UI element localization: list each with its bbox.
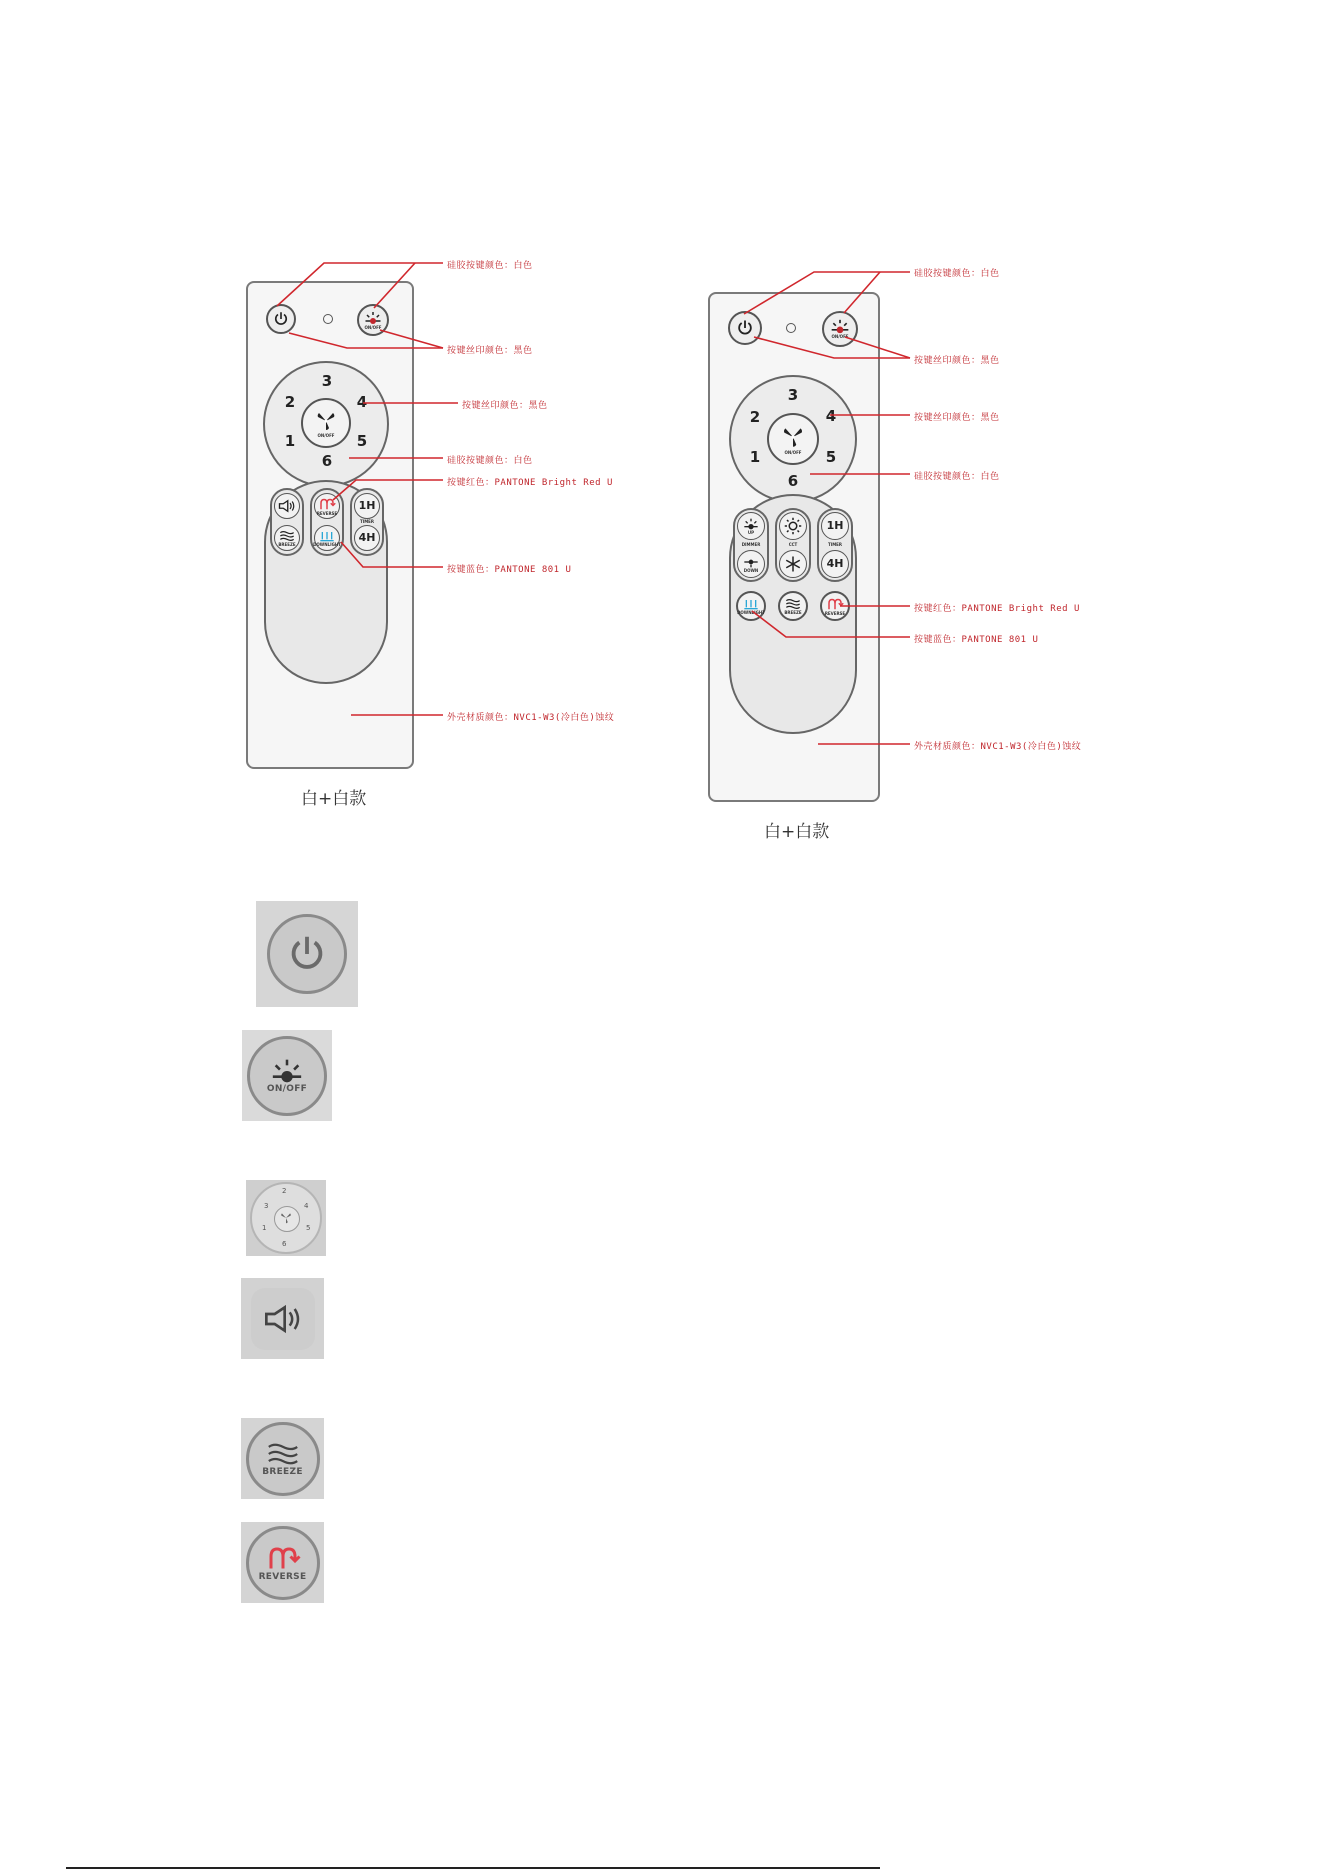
thumb-reverse bbox=[241, 1522, 324, 1603]
right-timer-label: TIMER bbox=[827, 542, 842, 547]
right-reverse-button[interactable] bbox=[820, 591, 850, 621]
right-timer-4h: 4H bbox=[826, 557, 844, 570]
thumb-mute bbox=[241, 1278, 324, 1359]
right-light-button[interactable] bbox=[822, 311, 858, 347]
right-cct-label: CCT bbox=[788, 542, 798, 547]
left-ann-print: 按键丝印颜色：黑色 bbox=[447, 346, 533, 356]
thumb-speed-1: 1 bbox=[262, 1224, 267, 1232]
right-breeze-label: BREEZE bbox=[784, 609, 802, 615]
left-speed-5[interactable]: 5 bbox=[356, 432, 368, 450]
downlight-icon bbox=[743, 598, 759, 610]
thumb-speed-6: 6 bbox=[282, 1240, 287, 1248]
right-dimmer-label: DIMMER bbox=[741, 542, 761, 547]
light-icon bbox=[270, 1058, 304, 1084]
bottom-rule bbox=[66, 1867, 880, 1869]
thumb-speed-5: 5 bbox=[306, 1224, 311, 1232]
right-speed-5[interactable]: 5 bbox=[825, 448, 837, 466]
right-timer-1h: 1H bbox=[826, 519, 844, 532]
thumb-speed-3: 3 bbox=[264, 1202, 269, 1210]
left-ann-silicone: 硅胶按键颜色：白色 bbox=[447, 261, 533, 271]
power-icon bbox=[272, 310, 290, 328]
right-center-label: ON/OFF bbox=[784, 449, 802, 455]
right-snowflake-button[interactable] bbox=[779, 550, 807, 578]
left-ann-blue: 按键蓝色：PANTONE 801 U bbox=[447, 565, 572, 575]
downlight-icon bbox=[319, 530, 335, 542]
thumb-breeze bbox=[241, 1418, 324, 1499]
right-power-button[interactable] bbox=[728, 311, 762, 345]
left-center-label: ON/OFF bbox=[317, 432, 335, 438]
left-downlight-label: DOWNLIGHT bbox=[313, 541, 341, 547]
sun-icon bbox=[784, 517, 802, 535]
right-reverse-label: REVERSE bbox=[824, 610, 846, 616]
right-ann-silicone-2: 硅胶按键颜色：白色 bbox=[914, 472, 1000, 482]
right-speed-6[interactable]: 6 bbox=[787, 472, 799, 490]
power-icon bbox=[284, 931, 330, 977]
left-breeze-label: BREEZE bbox=[278, 541, 296, 547]
power-icon bbox=[735, 318, 755, 338]
right-caption: 白+白款 bbox=[764, 822, 830, 842]
left-mute-button[interactable] bbox=[274, 493, 300, 519]
thumb-speed-4: 4 bbox=[304, 1202, 309, 1210]
left-breeze-button[interactable] bbox=[274, 525, 300, 551]
right-ann-print-2: 按键丝印颜色：黑色 bbox=[914, 413, 1000, 423]
left-timer-1h-button[interactable] bbox=[354, 493, 380, 519]
right-downlight-button[interactable] bbox=[736, 591, 766, 621]
left-ann-red: 按键红色：PANTONE Bright Red U bbox=[447, 478, 613, 488]
right-dim-down-label: DOWN bbox=[743, 567, 759, 573]
thumb-light-label: ON/OFF bbox=[266, 1083, 308, 1094]
sun-down-icon bbox=[743, 556, 759, 568]
thumb-power bbox=[256, 901, 358, 1007]
right-ann-red: 按键红色：PANTONE Bright Red U bbox=[914, 604, 1080, 614]
thumb-breeze-label: BREEZE bbox=[262, 1466, 303, 1477]
right-dim-up-label: UP bbox=[747, 529, 755, 535]
speaker-mute-icon bbox=[263, 1304, 303, 1334]
right-timer-4h-button[interactable] bbox=[821, 550, 849, 578]
left-timer-4h: 4H bbox=[358, 531, 376, 544]
fan-icon bbox=[314, 409, 338, 433]
right-light-label: ON/OFF bbox=[831, 334, 849, 339]
light-icon bbox=[830, 319, 850, 334]
left-speed-1[interactable]: 1 bbox=[284, 432, 296, 450]
right-speed-2[interactable]: 2 bbox=[749, 408, 761, 426]
breeze-icon bbox=[266, 1441, 300, 1467]
breeze-icon bbox=[785, 598, 801, 610]
right-dim-up-button[interactable] bbox=[737, 512, 765, 540]
right-ann-print: 按键丝印颜色：黑色 bbox=[914, 356, 1000, 366]
fan-icon bbox=[780, 424, 806, 450]
light-icon bbox=[364, 311, 382, 325]
left-power-button[interactable] bbox=[266, 304, 296, 334]
thumb-reverse-label: REVERSE bbox=[258, 1571, 307, 1582]
right-ann-shell: 外壳材质颜色：NVC1-W3(冷白色)蚀纹 bbox=[914, 742, 1082, 752]
reverse-icon bbox=[318, 497, 336, 511]
left-reverse-button[interactable] bbox=[314, 493, 340, 519]
thumb-speed-ring bbox=[246, 1180, 326, 1256]
left-light-label: ON/OFF bbox=[364, 324, 382, 330]
right-ann-silicone: 硅胶按键颜色：白色 bbox=[914, 269, 1000, 279]
left-reverse-label: REVERSE bbox=[316, 510, 338, 516]
snowflake-icon bbox=[784, 555, 802, 573]
right-breeze-button[interactable] bbox=[778, 591, 808, 621]
right-indicator-led bbox=[786, 323, 796, 333]
left-speed-2[interactable]: 2 bbox=[284, 393, 296, 411]
right-fan-center-button[interactable] bbox=[767, 413, 819, 465]
left-timer-4h-button[interactable] bbox=[354, 525, 380, 551]
left-light-button[interactable] bbox=[357, 304, 389, 336]
left-timer-1h: 1H bbox=[358, 499, 376, 512]
right-cct-button[interactable] bbox=[779, 512, 807, 540]
left-speed-6[interactable]: 6 bbox=[321, 452, 333, 470]
right-dim-down-button[interactable] bbox=[737, 550, 765, 578]
right-speed-3[interactable]: 3 bbox=[787, 386, 799, 404]
fan-icon bbox=[279, 1211, 293, 1225]
right-timer-1h-button[interactable] bbox=[821, 512, 849, 540]
left-downlight-button[interactable] bbox=[314, 525, 340, 551]
left-ann-shell: 外壳材质颜色：NVC1-W3(冷白色)蚀纹 bbox=[447, 713, 615, 723]
reverse-icon bbox=[265, 1544, 301, 1572]
breeze-icon bbox=[279, 530, 295, 542]
speaker-mute-icon bbox=[278, 499, 296, 513]
right-ann-blue: 按键蓝色：PANTONE 801 U bbox=[914, 635, 1039, 645]
left-caption: 白+白款 bbox=[301, 789, 367, 809]
thumb-speed-2: 2 bbox=[282, 1187, 287, 1195]
thumb-light bbox=[242, 1030, 332, 1121]
right-speed-4[interactable]: 4 bbox=[825, 407, 837, 425]
left-ann-print-2: 按键丝印颜色：黑色 bbox=[462, 401, 548, 411]
left-speed-4[interactable]: 4 bbox=[356, 393, 368, 411]
reverse-icon bbox=[826, 597, 844, 611]
left-indicator-led bbox=[323, 314, 333, 324]
right-speed-1[interactable]: 1 bbox=[749, 448, 761, 466]
sun-up-icon bbox=[743, 518, 759, 530]
left-fan-center-button[interactable] bbox=[301, 398, 351, 448]
right-downlight-label: DOWNLIGHT bbox=[737, 609, 765, 615]
left-ann-silicone-2: 硅胶按键颜色：白色 bbox=[447, 456, 533, 466]
left-speed-3[interactable]: 3 bbox=[321, 372, 333, 390]
left-timer-label: TIMER bbox=[359, 519, 374, 524]
